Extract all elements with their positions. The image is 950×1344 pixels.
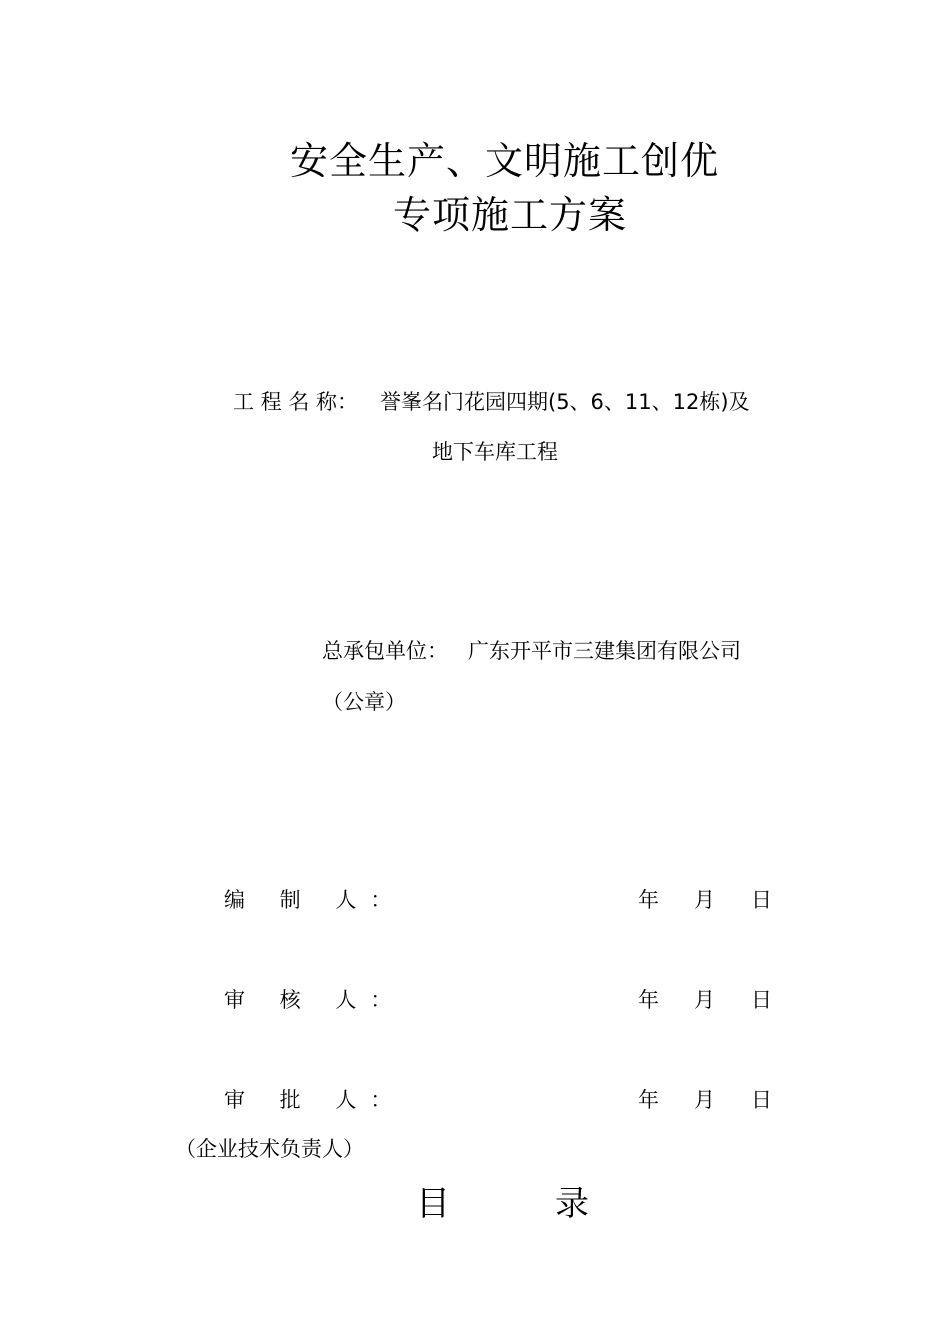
reviewer-year: 年 (638, 988, 659, 1012)
reviewer-month: 月 (694, 988, 715, 1012)
contractor-label: 总承包单位： (322, 639, 448, 663)
compiler-month: 月 (694, 888, 715, 912)
compiler-day: 日 (751, 888, 772, 912)
approver-year: 年 (638, 1088, 659, 1112)
compiler-year: 年 (638, 888, 659, 912)
project-name-value-line-2: 地下车库工程 (432, 440, 558, 464)
approver-day: 日 (751, 1088, 772, 1112)
reviewer-label: 审 核 人： (224, 988, 406, 1012)
seal-note: （公章） (322, 690, 406, 714)
document-title-line-2: 专项施工方案 (393, 193, 628, 237)
toc-heading-char-1: 目 (416, 1184, 450, 1224)
reviewer-day: 日 (751, 988, 772, 1012)
project-name-label: 工 程 名 称： (233, 390, 359, 414)
toc-heading-char-2: 录 (555, 1184, 589, 1224)
approver-label: 审 批 人： (224, 1088, 406, 1112)
compiler-label: 编 制 人： (224, 888, 406, 912)
approver-month: 月 (694, 1088, 715, 1112)
project-name-value-line-1: 誉峯名门花园四期(5、6、11、12栋)及 (380, 390, 750, 414)
approver-note: （企业技术负责人） (175, 1137, 364, 1161)
document-title-line-1: 安全生产、文明施工创优 (290, 139, 720, 183)
contractor-value: 广东开平市三建集团有限公司 (468, 639, 741, 663)
